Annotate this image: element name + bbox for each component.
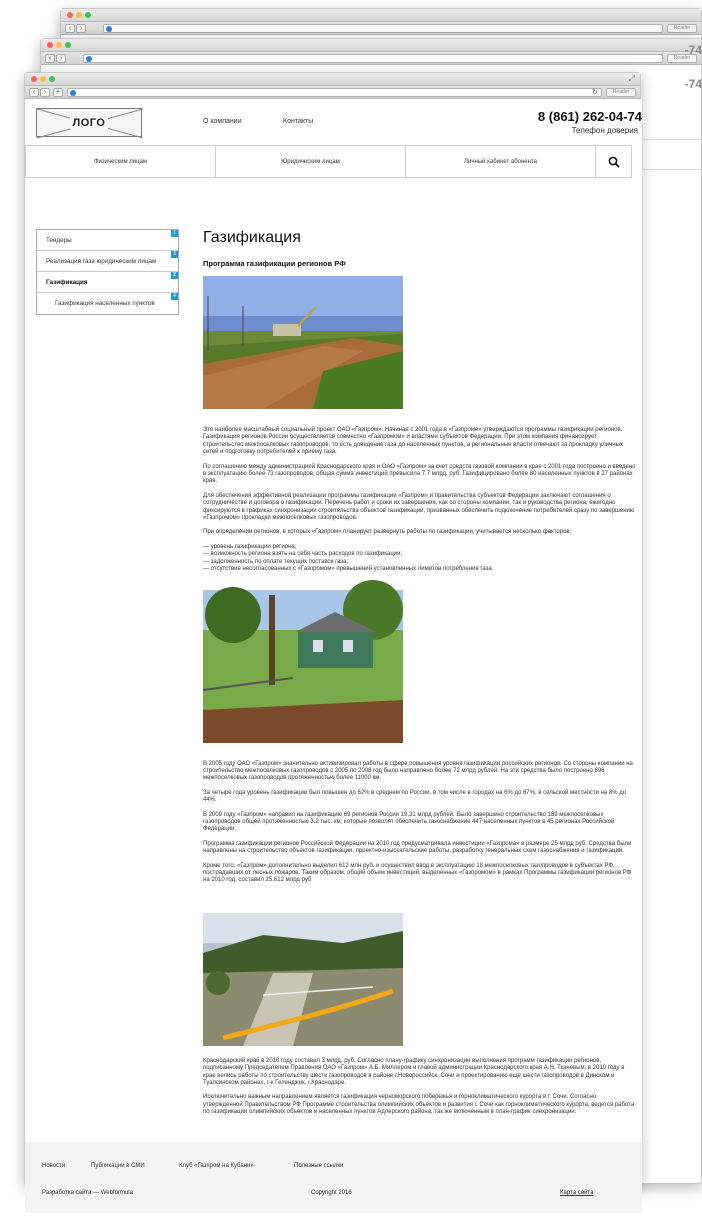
- sidebar-badge: 3: [171, 251, 178, 258]
- list-item: — возможность региона взять на себя часть расходов по газификации;: [203, 551, 403, 558]
- close-dot[interactable]: [31, 76, 37, 82]
- paragraph: В 2009 году «Газпром» направил на газификацию 69 регионов России 19,31 млрд рублей. Было завершено строительство 189 межпоселковых газопроводов общей протяженностью 3,2 тыс. км, которые позволят обеспечить газоснабжение 447 населенных пунктов в 45 регионах Российской Федерации.: [203, 811, 615, 833]
- back-button[interactable]: ‹: [29, 88, 39, 97]
- page-subtitle: Программа газификации регионов РФ: [203, 259, 346, 268]
- paragraph: Исключительно важным направлением является газификация черноморского побережья и горноклиматического курорта в г. Сочи. Согласно утвержденной Правительством РФ Программе строительства олимпийских объектов и развития г. Сочи как горноклиматического курорта, ведется работа по газификации олимпийских объектов и населенных пунктов Адлерского района, так же включенным в план-график синхронизации.: [203, 1094, 635, 1116]
- back-button[interactable]: ‹: [45, 54, 55, 63]
- village-house-photo: [203, 590, 403, 743]
- address-bar[interactable]: [67, 88, 602, 97]
- hotline-caption: Телефон доверия: [571, 126, 638, 135]
- sitemap-link[interactable]: Карта сайта: [560, 1190, 594, 1196]
- forward-button[interactable]: ›: [40, 88, 50, 97]
- paragraph: При определении регионов, в которых «Газпром» планирует развернуть работы по газификации, учитывается несколько факторов:: [203, 529, 572, 536]
- window-titlebar: [61, 9, 701, 22]
- minimize-dot[interactable]: [40, 76, 46, 82]
- sidebar-badge: 2: [171, 272, 178, 279]
- top-nav-contacts[interactable]: Контакты: [283, 118, 314, 125]
- sidebar-badge: 4: [171, 293, 178, 300]
- web-page: [25, 99, 642, 1196]
- reader-button[interactable]: Reader: [667, 54, 697, 63]
- developer-credit[interactable]: Разработка сайта — Webformula: [42, 1190, 133, 1196]
- paragraph: Это наиболее масштабный социальный проект ОАО «Газпром». Начиная с 2001 года в «Газпроме» утверждаются программы газификации регионов. Газификация регионов России осуществляется совместно «Газпромом» и властями субъектов Федерации. При этом компания финансирует строительство межпоселковых газопроводов, то есть доведение газа до населенных пунктов, а региональные власти отвечают за прокладку уличных сетей и подготовку потребителей к приему газа.: [203, 427, 623, 456]
- main-navigation: [25, 145, 632, 178]
- globe-icon: [106, 26, 112, 32]
- sidebar-item-label: Газификация: [46, 279, 88, 286]
- footer-link-club[interactable]: Клуб «Газпром на Кубани»: [179, 1163, 254, 1169]
- browser-toolbar: [25, 86, 640, 99]
- minimize-dot[interactable]: [76, 12, 82, 18]
- list-item: — отсутствие несогласованных с «Газпромом» превышений установленных лимитов потребления газа.: [203, 566, 494, 573]
- close-dot[interactable]: [67, 12, 73, 18]
- footer-link-useful[interactable]: Полезные ссылки: [294, 1163, 344, 1169]
- hotline-phone[interactable]: 8 (861) 262-04-74: [537, 109, 642, 124]
- nav-personal-account[interactable]: Личный кабинет абонента: [406, 146, 596, 177]
- copyright: Copyright 2016: [311, 1190, 352, 1196]
- reader-button[interactable]: Reader: [667, 24, 697, 33]
- reader-button[interactable]: Reader: [606, 88, 636, 97]
- sidebar-item-label: Реализация газа юридическим лицам: [46, 258, 157, 265]
- globe-icon: [86, 56, 92, 62]
- background-phone-fragment: -74: [684, 43, 702, 57]
- top-nav-about[interactable]: О компании: [203, 118, 242, 125]
- site-footer: [25, 1142, 642, 1213]
- statistics-text: [203, 761, 636, 885]
- window-titlebar: [25, 73, 640, 86]
- list-item: — уровень газификации региона;: [203, 543, 297, 550]
- paragraph: Краснодарский край в 2010 году составил 3 млрд. руб. Согласно плану-графику синхронизации выполнения программ газификации регионов, подписанному Председателем Правления ОАО «Газпром» А.Б. Миллером и главой администрации Краснодарского края А.Н. Ткачевым, в 2010 году в крае велись работы по строительству шести газопроводов в районе г.Новороссийск, Сочи и проектированию еще шести газопроводов в Динском и Туапсинском районах, г-к Геленджик, г.Краснодаре.: [203, 1057, 625, 1086]
- pipeline-trench-photo: [203, 276, 403, 409]
- factors-list: [203, 544, 636, 574]
- browser-toolbar: [61, 22, 701, 35]
- sidebar-badge: 1: [171, 230, 178, 237]
- nav-individuals[interactable]: Физическим лицам: [26, 146, 216, 177]
- intro-text: [203, 427, 636, 574]
- site-header: [25, 99, 642, 145]
- krasnodar-text: [203, 1058, 636, 1117]
- site-logo[interactable]: [36, 108, 142, 137]
- footer-link-news[interactable]: Новости: [42, 1163, 66, 1169]
- sidebar-item-label: Тендеры: [46, 237, 72, 244]
- minimize-dot[interactable]: [56, 42, 62, 48]
- paragraph: В 2005 году ОАО «Газпром» значительно активизировал работы в сфере повышения уровня газификации российских регионов. Со стороны компании на строительство межпоселковых газопроводов с 2005 по 2008 год было направлено более 72 млрд рублей. На эти средства было построено 696 межпоселковых газопроводов протяженностью более 11000 км.: [203, 760, 633, 782]
- zoom-dot[interactable]: [85, 12, 91, 18]
- sidebar-menu: [36, 229, 179, 315]
- address-bar[interactable]: [103, 24, 663, 33]
- browser-window: [24, 72, 642, 1196]
- new-tab-button[interactable]: +: [53, 88, 63, 97]
- page-title: Газификация: [203, 229, 301, 246]
- sidebar-item-gasification[interactable]: [37, 272, 178, 293]
- reload-icon[interactable]: ↻: [592, 89, 598, 96]
- search-button[interactable]: [596, 146, 632, 177]
- sidebar-item-tenders[interactable]: [37, 230, 178, 251]
- forward-button[interactable]: ›: [76, 24, 86, 33]
- paragraph: Для обеспечения эффективной реализации программы газификации «Газпром» и правительства субъектов Федерации заключают соглашения о сотрудничестве и договора о газификации. Перечень работ и сроки их завершения, как со стороны компании, так и руководства региона, ежегодно фиксируются в графиках синхронизации строительства объектов газификации, призванных обеспечить подключение потребителей сразу по завершению «Газпромом» прокладки межпоселковых газопроводов.: [203, 492, 635, 522]
- mountain-pipeline-photo: [203, 913, 403, 1046]
- paragraph: Кроме того, «Газпром» дополнительно выделил 612 млн руб. и осуществил ввод в эксплуатацию 18 межпоселковых газопроводов в субъектах РФ, пострадавших от лесных пожаров. Таким образом, общий объем инвестиций, выделенных «Газпромом» в рамках Программы газификации регионов РФ на 2010 год, составил 25,612 млрд руб: [203, 862, 632, 884]
- forward-button[interactable]: ›: [56, 54, 66, 63]
- sidebar-item-settlements[interactable]: [37, 293, 178, 314]
- paragraph: По соглашению между администрацией Краснодарского края и ОАО «Газпром» за счет средств газовой компании в крае с 2001 года построено и введено в эксплуатацию более 73 газопроводов, общая сумма инвестиций превысила 7,7 млрд. руб. Газифицировано более 80 населенных пунктов в 27 районах края.: [203, 463, 636, 485]
- zoom-dot[interactable]: [65, 42, 71, 48]
- search-icon: [608, 156, 620, 168]
- fullscreen-icon[interactable]: ⤢: [628, 74, 635, 83]
- globe-icon: [70, 90, 76, 96]
- nav-legal-entities[interactable]: Юридическим лицам: [216, 146, 406, 177]
- background-phone-fragment: -74: [684, 77, 702, 91]
- back-button[interactable]: ‹: [65, 24, 75, 33]
- browser-toolbar: [41, 52, 701, 65]
- paragraph: За четыре года уровень газификации был повышен до 62% в среднем по России, в том числе в городах на 6% до 67%, в сельской местности на 8% до 44%.: [203, 789, 627, 804]
- footer-link-publications[interactable]: Публикации в СМИ: [91, 1163, 145, 1169]
- main-content: [203, 229, 636, 1124]
- address-bar[interactable]: [83, 54, 663, 63]
- window-titlebar: [41, 39, 701, 52]
- list-item: — задолженность по оплате текущих поставок газа;: [203, 558, 349, 565]
- paragraph: Программа газификации регионов Российской Федерации на 2010 год предусматривала инвестиции «Газпрома» в размере 25 млрд руб. Средства были направлены на строительство объектов газификации, проектно-изыскательские работы, разработку генеральных схем газоснабжения и газификации.: [203, 840, 632, 855]
- sidebar-item-gas-sales[interactable]: [37, 251, 178, 272]
- logo-text: ЛОГО: [70, 117, 109, 129]
- close-dot[interactable]: [47, 42, 53, 48]
- sidebar-item-label: Газификация населенных пунктов: [55, 300, 155, 307]
- zoom-dot[interactable]: [49, 76, 55, 82]
